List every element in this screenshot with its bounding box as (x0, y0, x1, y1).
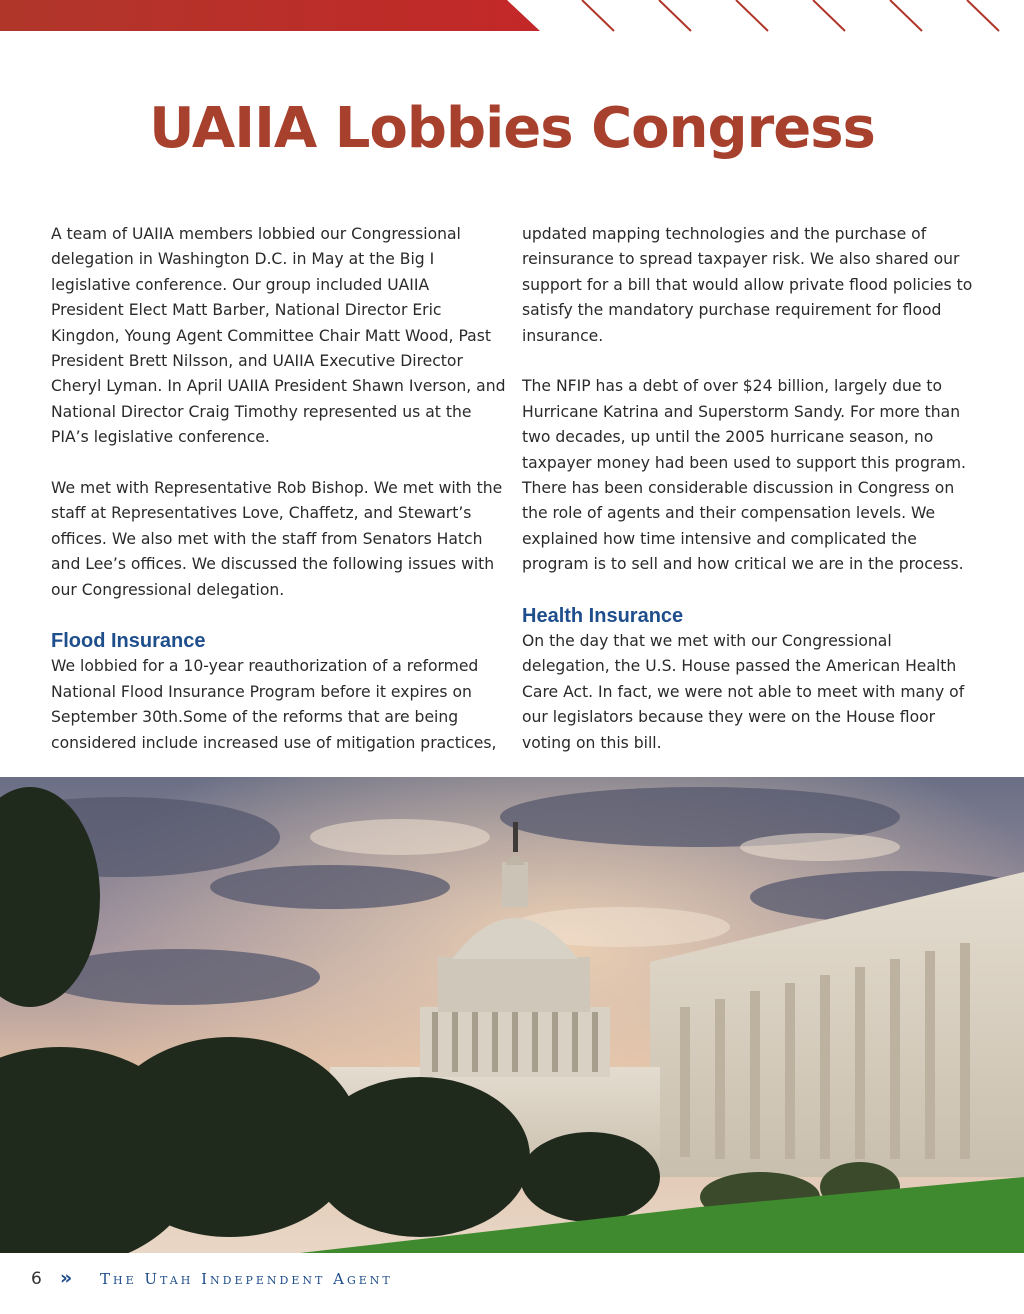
capitol-building-photo (0, 777, 1024, 1253)
header-band (0, 0, 540, 31)
page-number: 6 (31, 1269, 42, 1289)
heading-flood-insurance: Flood Insurance (51, 630, 206, 653)
chevron-icon: » (60, 1267, 73, 1289)
left-column (51, 222, 506, 781)
paragraph-health: On the day that we met with our Congressional delegation, the U.S. House passed the American Health Care Act. In fact, we were not able to meet with many of our legislators because they were on the House floor voting on this bill. (522, 632, 965, 752)
heading-health-insurance: Health Insurance (522, 605, 684, 628)
publication-name: The Utah Independent Agent (100, 1270, 393, 1288)
right-column (522, 222, 977, 781)
paragraph-flood: We lobbied for a 10-year reauthorization of a reformed National Flood Insurance Program before it expires on September 30th.Some of the reforms that are being considered include increased use of mitigation practices, (51, 657, 497, 752)
paragraph-meetings: We met with Representative Rob Bishop. We met with the staff at Representatives Love, Chaffetz, and Stewart’s offices. We also met with the staff from Senators Hatch and Lee’s offices. We discussed the following issues with our Congressional delegation. (51, 479, 503, 599)
paragraph-nfip: The NFIP has a debt of over $24 billion, largely due to Hurricane Katrina and Superstorm Sandy. For more than two decades, up until the 2005 hurricane season, no taxpayer money had been used to support this program. There has been considerable discussion in Congress on the role of agents and their compensation levels. We explained how time intensive and complicated the program is to sell and how critical we are in the process. (522, 377, 966, 574)
page-footer (0, 1260, 1024, 1300)
header-slash-decoration (560, 0, 1024, 34)
article-title: UAIIA Lobbies Congress (149, 96, 875, 161)
paragraph-flood-continued: updated mapping technologies and the purchase of reinsurance to spread taxpayer risk. We also shared our support for a bill that would allow private flood policies to satisfy the mandatory purchase requirement for flood insurance. (522, 225, 973, 345)
paragraph-intro: A team of UAIIA members lobbied our Congressional delegation in Washington D.C. in May at the Big I legislative conference. Our group included UAIIA President Elect Matt Barber, National Director Eric Kingdon, Young Agent Committee Chair Matt Wood, Past President Brett Nilsson, and UAIIA Executive Director Cheryl Lyman. In April UAIIA President Shawn Iverson, and National Director Craig Timothy represented us at the PIA’s legislative conference. (51, 225, 506, 447)
